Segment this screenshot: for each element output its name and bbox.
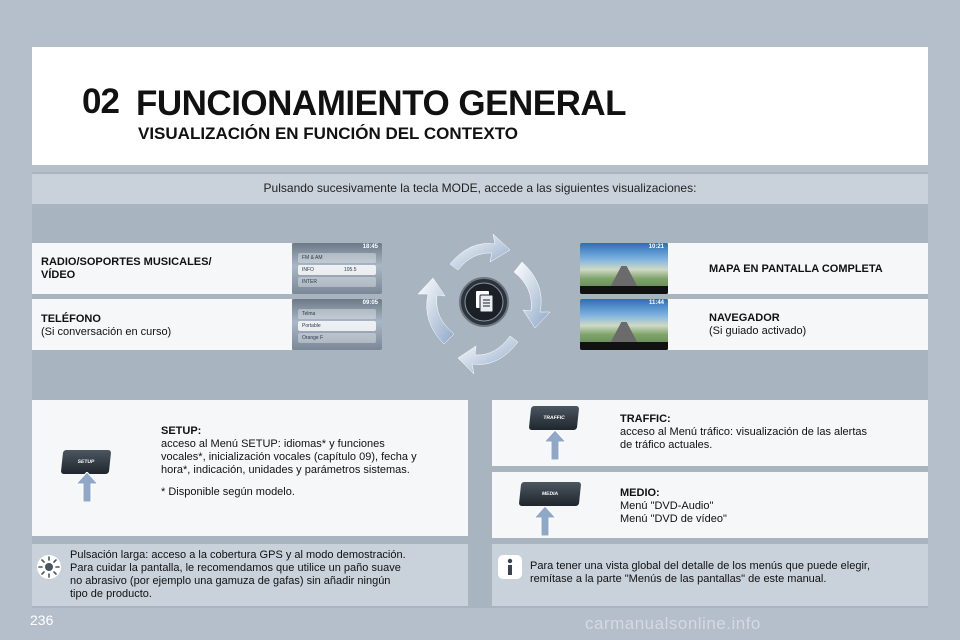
watermark: carmanualsonline.info [585, 614, 761, 633]
radio-row-3: 105.5 [344, 267, 357, 273]
press-arrow-up-icon [544, 430, 566, 460]
media-desc-line1: Menú "DVD-Audio" [620, 500, 714, 512]
mode-card-radio [32, 243, 292, 294]
note-card [32, 544, 468, 606]
mode-card-mapa [668, 243, 928, 294]
radio-row-2: INFO [302, 267, 314, 273]
traffic-key-button[interactable]: TRAFFIC [529, 406, 580, 430]
mode-card-telefono [32, 299, 292, 350]
traffic-desc-line2: de tráfico actuales. [620, 439, 713, 451]
note-line2: Para cuidar la pantalla, le recomendamos que utilice un paño suave [70, 562, 401, 574]
intro-text: Pulsando sucesivamente la tecla MODE, accede a las siguientes visualizaciones: [263, 181, 697, 195]
media-desc-line2: Menú "DVD de vídeo" [620, 513, 727, 525]
cycle-arrow-top-icon [450, 234, 510, 270]
navigator-screen-time: 11:44 [648, 300, 664, 306]
page-number: 236 [30, 612, 54, 628]
sun-icon [36, 554, 62, 580]
map-screen-time: 10:21 [648, 244, 664, 250]
setup-footnote: * Disponible según modelo. [161, 486, 295, 498]
cycle-arrow-right-icon [514, 262, 550, 328]
phone-screen-time: 09:05 [362, 300, 378, 306]
mode-button-icon [460, 278, 508, 326]
mode-desc-navegador: (Si guiado activado) [709, 325, 807, 337]
page-title: FUNCIONAMIENTO GENERAL [136, 84, 627, 123]
info-card [492, 544, 928, 606]
press-arrow-up-icon [76, 472, 98, 502]
radio-screen-time: 18:45 [362, 244, 378, 250]
note-line1: Pulsación larga: acceso a la cobertura GPS y al modo demostración. [70, 549, 406, 561]
mode-label-radio-line1: RADIO/SOPORTES MUSICALES/ [41, 256, 212, 268]
map-screen-thumbnail [580, 243, 668, 294]
setup-desc-line3: hora*, indicación, unidades y parámetros sistemas. [161, 464, 410, 476]
mode-label-radio-line2: VÍDEO [41, 269, 76, 281]
navigator-screen-thumbnail [580, 299, 668, 350]
cycle-arrow-bottom-icon [458, 336, 518, 374]
info-icon [497, 554, 523, 580]
traffic-card [492, 400, 928, 466]
radio-row-1: FM & AM [302, 255, 323, 261]
mode-cycle-diagram [400, 222, 570, 382]
setup-title: SETUP: [161, 425, 202, 437]
phone-row-2: Portable [302, 323, 321, 329]
cycle-arrow-left-icon [418, 278, 454, 344]
setup-card [32, 400, 468, 536]
press-arrow-up-icon [534, 506, 556, 536]
media-key-button[interactable]: MEDIA [519, 482, 582, 506]
media-title: MEDIO: [620, 487, 660, 499]
radio-screen-thumbnail [292, 243, 382, 294]
radio-row-4: INTER [302, 279, 317, 285]
mode-label-mapa: MAPA EN PANTALLA COMPLETA [709, 263, 883, 275]
phone-screen-thumbnail [292, 299, 382, 350]
setup-key-button[interactable]: SETUP [61, 450, 112, 474]
phone-row-3: Orange F [302, 335, 324, 341]
traffic-title: TRAFFIC: [620, 413, 671, 425]
traffic-desc-line1: acceso al Menú tráfico: visualización de las alertas [620, 426, 868, 438]
mode-label-navegador: NAVEGADOR [709, 312, 780, 324]
mode-card-navegador [668, 299, 928, 350]
note-line4: tipo de producto. [70, 588, 152, 600]
setup-desc-line2: vocales*, inicialización vocales (capítulo 09), fecha y [161, 451, 417, 463]
phone-row-1: Telma [302, 311, 316, 317]
mode-label-telefono: TELÉFONO [41, 313, 101, 325]
mode-desc-telefono: (Si conversación en curso) [41, 326, 172, 338]
media-card [492, 472, 928, 538]
setup-desc-line1: acceso al Menú SETUP: idiomas* y funciones [161, 438, 385, 450]
note-line3: no abrasivo (por ejemplo una gamuza de gafas) sin añadir ningún [70, 575, 391, 587]
info-line2: remítase a la parte "Menús de las pantallas" de este manual. [530, 573, 827, 585]
chapter-number: 02 [82, 82, 119, 121]
page-subtitle: VISUALIZACIÓN EN FUNCIÓN DEL CONTEXTO [138, 124, 519, 143]
info-line1: Para tener una vista global del detalle de los menús que puede elegir, [530, 560, 871, 572]
